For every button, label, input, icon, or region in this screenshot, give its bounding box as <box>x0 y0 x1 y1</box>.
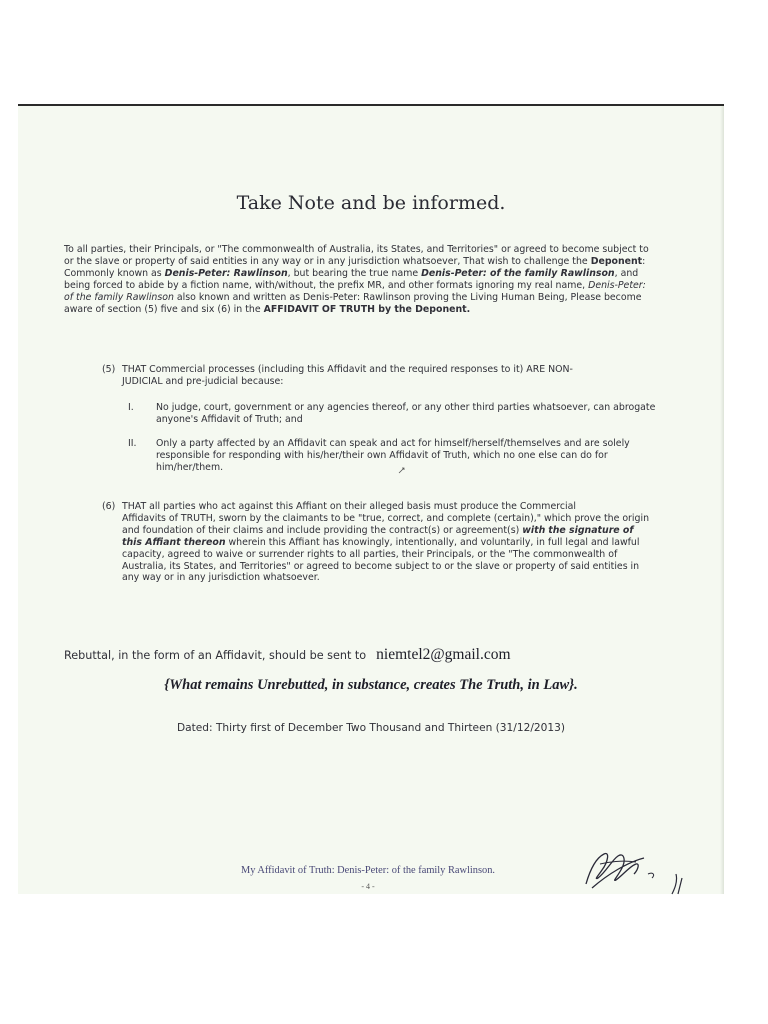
section-5-text-2: JUDICIAL and pre-judicial because: <box>122 375 284 387</box>
common-name: Denis-Peter: Rawlinson <box>164 267 288 279</box>
item-text: No judge, court, government or any agencies thereof, or any other third parties whatsoever, can abrogate anyone's Affidavit of Truth; and <box>156 402 656 425</box>
section-6-number: (6) <box>102 501 116 512</box>
legal-maxim: {What remains Unrebutted, in substance, creates The Truth, in Law}. <box>164 677 578 693</box>
true-name: Denis-Peter: of the family Rawlinson <box>421 267 615 279</box>
stray-mark <box>398 466 406 474</box>
section-6 <box>102 501 654 584</box>
with-term: with <box>522 524 546 536</box>
document-title: Take Note and be informed. <box>236 192 506 214</box>
item-numeral: II. <box>128 438 137 449</box>
intro-text-4: , and being forced to abide by a fiction name, with/without, the prefix MR, and other formats ignoring my real name, <box>64 267 639 291</box>
real-name: Denis-Peter: of the family Rawlinson <box>64 279 646 303</box>
scanned-page <box>18 104 724 894</box>
section-6-text-3: wherein this Affiant has knowingly, intentionally, and voluntarily, in full legal and lawful capacity, agreed to waive or surrender rights to all parties, their Principals, or the "The commonwealth of Australia, its States, and Territories" or agreed to become subject to or the slave or property of said entities in any way or in any jurisdiction whatsoever. <box>122 536 640 584</box>
section-6-text-1: THAT all parties who act against this Affiant on their alleged basis must produce the Commercial <box>122 501 576 512</box>
section-6-body <box>102 513 654 584</box>
section-6-text-2: Affidavits of TRUTH, sworn by the claimants to be "true, correct, and complete (certain)," which prove the origin and foundation of their claims and include providing the contract(s) or agreement(s) <box>122 512 650 536</box>
section-6-line-1 <box>102 501 654 513</box>
item-text: Only a party affected by an Affidavit can speak and act for himself/herself/themselves and are solely responsible for responding with his/her/their own Affidavit of Truth, which no one else can do for him/her/them. <box>156 438 630 473</box>
dated-line: Dated: Thirty first of December Two Thousand and Thirteen (31/12/2013) <box>176 722 565 734</box>
section-5-item-2 <box>128 438 658 474</box>
item-numeral: I. <box>128 402 134 413</box>
deponent-term: Deponent <box>590 255 643 267</box>
intro-paragraph <box>64 244 654 315</box>
intro-text-2: : Commonly known as <box>64 255 646 279</box>
rebuttal-text: Rebuttal, in the form of an Affidavit, should be sent to <box>64 649 367 662</box>
intro-text-1: To all parties, their Principals, or "The commonwealth of Australia, its States, and Territories" or agreed to become subject to or the slave or property of said entities in any way or in any jurisdiction whatsoever, That wish to challenge the <box>64 244 649 267</box>
intro-text-5: also known and written as Denis-Peter: Rawlinson proving the Living Human Being, Please become aware of section (5) five and six (6) in the <box>64 291 642 315</box>
section-5-item-1 <box>128 402 658 426</box>
affidavit-reference: AFFIDAVIT OF TRUTH by the Deponent. <box>263 303 471 315</box>
page-number: - 4 - <box>361 882 375 891</box>
rebuttal-email: niemtel2@gmail.com <box>376 646 511 663</box>
section-5-text-1: THAT Commercial processes (including this Affidavit and the required responses to it) ARE NON- <box>122 364 573 375</box>
section-5-number: (5) <box>102 364 116 375</box>
section-5-line-1 <box>102 364 654 376</box>
page-footer: My Affidavit of Truth: Denis-Peter: of the family Rawlinson. <box>240 865 496 876</box>
handwritten-signature <box>578 844 698 896</box>
section-5 <box>102 364 654 388</box>
page-edge-shadow <box>720 106 724 894</box>
signature-phrase: the signature of this Affiant thereon <box>122 524 634 548</box>
intro-text-3: , but bearing the true name <box>287 267 422 279</box>
rebuttal-line <box>64 646 684 664</box>
